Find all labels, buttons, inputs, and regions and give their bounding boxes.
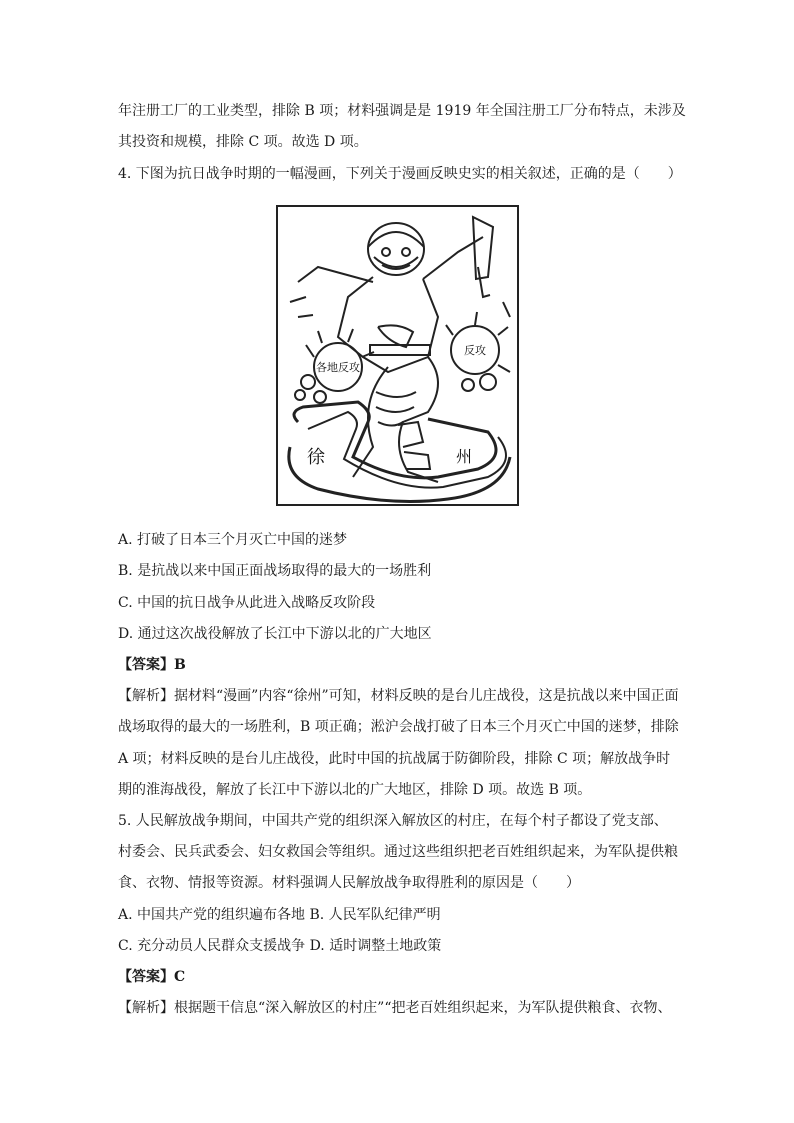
options-5-cd: C. 充分动员人民群众支援战争 D. 适时调整土地政策 bbox=[118, 938, 442, 954]
option-c: C. 中国的抗日战争从此进入战略反攻阶段 bbox=[118, 595, 376, 611]
answer-4: 【答案】B bbox=[118, 657, 186, 673]
options-5-ab: A. 中国共产党的组织遍布各地 B. 人民军队纪律严明 bbox=[118, 907, 441, 923]
option-b: B. 是抗战以来中国正面战场取得的最大的一场胜利 bbox=[118, 563, 432, 579]
cartoon-image bbox=[276, 205, 519, 506]
question-5-stem: 食、衣物、情报等资源。材料强调人民解放战争取得胜利的原因是（ ） bbox=[118, 875, 580, 891]
text-line: 其投资和规模，排除 C 项。故选 D 项。 bbox=[118, 134, 368, 150]
cartoon-label-xu: 徐 bbox=[307, 447, 325, 468]
answer-5: 【答案】C bbox=[118, 969, 186, 985]
analysis-5: 【解析】根据题干信息“深入解放区的村庄”“把老百姓组织起来，为军队提供粮食、衣物、 bbox=[118, 1000, 672, 1016]
text-line: 年注册工厂的工业类型，排除 B 项；材料强调是是 1919 年全国注册工厂分布特点，未涉及 bbox=[118, 103, 686, 119]
analysis-4: A 项；材料反映的是台儿庄战役，此时中国的抗战属于防御阶段，排除 C 项；解放战争时 bbox=[118, 751, 671, 767]
option-a: A. 打破了日本三个月灭亡中国的迷梦 bbox=[118, 532, 348, 548]
analysis-4: 期的淮海战役，解放了长江中下游以北的广大地区，排除 D 项。故选 B 项。 bbox=[118, 782, 592, 798]
cartoon-label-left: 各地反攻 bbox=[316, 361, 360, 374]
cartoon-drawing bbox=[278, 207, 517, 504]
option-d: D. 通过这次战役解放了长江中下游以北的广大地区 bbox=[118, 626, 432, 642]
question-4-stem: 4. 下图为抗日战争时期的一幅漫画，下列关于漫画反映史实的相关叙述，正确的是（ ） bbox=[118, 166, 682, 182]
question-5-stem: 村委会、民兵武委会、妇女救国会等组织。通过这些组织把老百姓组织起来，为军队提供粮 bbox=[118, 844, 678, 860]
cartoon-label-zhou: 州 bbox=[455, 447, 473, 466]
analysis-4: 战场取得的最大的一场胜利，B 项正确；淞沪会战打破了日本三个月灭亡中国的迷梦，排除 bbox=[118, 719, 679, 735]
cartoon-label-right: 反攻 bbox=[464, 344, 486, 357]
question-5-stem: 5. 人民解放战争期间，中国共产党的组织深入解放区的村庄，在每个村子都设了党支部、 bbox=[118, 813, 668, 829]
analysis-4: 【解析】据材料“漫画”内容“徐州”可知，材料反映的是台儿庄战役，这是抗战以来中国正面 bbox=[118, 688, 679, 704]
